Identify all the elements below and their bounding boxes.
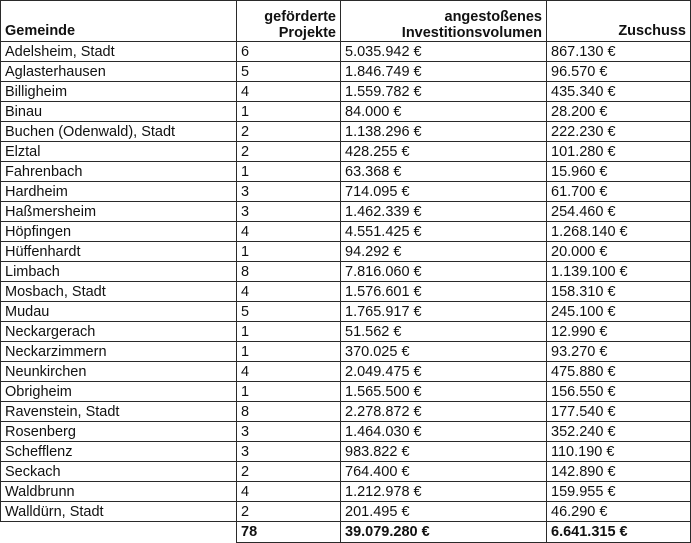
cell-zuschuss: 1.268.140 € — [547, 222, 691, 242]
table-row — [1, 42, 691, 62]
cell-gemeinde: Neckargerach — [1, 322, 237, 342]
cell-zuschuss: 110.190 € — [547, 442, 691, 462]
cell-gemeinde: Fahrenbach — [1, 162, 237, 182]
total-invest: 39.079.280 € — [341, 522, 547, 543]
cell-gemeinde: Hardheim — [1, 182, 237, 202]
cell-zuschuss: 254.460 € — [547, 202, 691, 222]
table-row — [1, 102, 691, 122]
cell-invest: 1.559.782 € — [341, 82, 547, 102]
cell-gemeinde: Elztal — [1, 142, 237, 162]
table-row — [1, 502, 691, 522]
cell-gemeinde: Neunkirchen — [1, 362, 237, 382]
cell-invest: 63.368 € — [341, 162, 547, 182]
cell-projekte: 1 — [237, 322, 341, 342]
cell-zuschuss: 177.540 € — [547, 402, 691, 422]
totals-row — [1, 522, 691, 543]
cell-gemeinde: Hüffenhardt — [1, 242, 237, 262]
cell-projekte: 3 — [237, 202, 341, 222]
cell-zuschuss: 1.139.100 € — [547, 262, 691, 282]
cell-zuschuss: 12.990 € — [547, 322, 691, 342]
table-row — [1, 182, 691, 202]
cell-gemeinde: Mosbach, Stadt — [1, 282, 237, 302]
cell-gemeinde: Walldürn, Stadt — [1, 502, 237, 522]
totals-label-cell — [1, 522, 237, 543]
cell-invest: 1.576.601 € — [341, 282, 547, 302]
header-projekte — [237, 1, 341, 42]
table-row — [1, 62, 691, 82]
cell-gemeinde: Limbach — [1, 262, 237, 282]
cell-projekte: 4 — [237, 282, 341, 302]
cell-invest: 2.278.872 € — [341, 402, 547, 422]
table-row — [1, 442, 691, 462]
cell-invest: 1.765.917 € — [341, 302, 547, 322]
cell-zuschuss: 435.340 € — [547, 82, 691, 102]
cell-zuschuss: 245.100 € — [547, 302, 691, 322]
cell-zuschuss: 15.960 € — [547, 162, 691, 182]
cell-projekte: 4 — [237, 222, 341, 242]
cell-projekte: 1 — [237, 162, 341, 182]
table-row — [1, 282, 691, 302]
cell-gemeinde: Binau — [1, 102, 237, 122]
table-row — [1, 402, 691, 422]
cell-zuschuss: 142.890 € — [547, 462, 691, 482]
header-projekte-line1: geförderte — [264, 9, 336, 25]
cell-projekte: 1 — [237, 382, 341, 402]
cell-zuschuss: 93.270 € — [547, 342, 691, 362]
cell-projekte: 2 — [237, 142, 341, 162]
table-row — [1, 382, 691, 402]
cell-invest: 1.462.339 € — [341, 202, 547, 222]
cell-invest: 2.049.475 € — [341, 362, 547, 382]
cell-projekte: 5 — [237, 302, 341, 322]
table-row — [1, 222, 691, 242]
table-row — [1, 462, 691, 482]
cell-gemeinde: Höpfingen — [1, 222, 237, 242]
cell-gemeinde: Waldbrunn — [1, 482, 237, 502]
table-row — [1, 362, 691, 382]
header-zuschuss: Zuschuss — [547, 1, 691, 42]
table-row — [1, 202, 691, 222]
cell-projekte: 2 — [237, 502, 341, 522]
table-row — [1, 302, 691, 322]
cell-gemeinde: Aglasterhausen — [1, 62, 237, 82]
cell-zuschuss: 101.280 € — [547, 142, 691, 162]
cell-projekte: 6 — [237, 42, 341, 62]
cell-zuschuss: 20.000 € — [547, 242, 691, 262]
cell-projekte: 8 — [237, 402, 341, 422]
table-row — [1, 82, 691, 102]
cell-gemeinde: Neckarzimmern — [1, 342, 237, 362]
cell-invest: 370.025 € — [341, 342, 547, 362]
cell-zuschuss: 352.240 € — [547, 422, 691, 442]
cell-projekte: 5 — [237, 62, 341, 82]
cell-invest: 1.846.749 € — [341, 62, 547, 82]
cell-invest: 94.292 € — [341, 242, 547, 262]
cell-gemeinde: Obrigheim — [1, 382, 237, 402]
cell-zuschuss: 28.200 € — [547, 102, 691, 122]
header-invest-line2: Investitionsvolumen — [401, 25, 542, 41]
cell-zuschuss: 158.310 € — [547, 282, 691, 302]
cell-projekte: 1 — [237, 342, 341, 362]
cell-invest: 428.255 € — [341, 142, 547, 162]
header-invest-line1: angestoßenes — [444, 9, 542, 25]
cell-projekte: 2 — [237, 462, 341, 482]
cell-projekte: 3 — [237, 422, 341, 442]
cell-invest: 7.816.060 € — [341, 262, 547, 282]
table-row — [1, 482, 691, 502]
cell-invest: 201.495 € — [341, 502, 547, 522]
cell-gemeinde: Rosenberg — [1, 422, 237, 442]
cell-invest: 84.000 € — [341, 102, 547, 122]
cell-invest: 983.822 € — [341, 442, 547, 462]
table-row — [1, 122, 691, 142]
table-row — [1, 262, 691, 282]
cell-projekte: 1 — [237, 242, 341, 262]
cell-zuschuss: 867.130 € — [547, 42, 691, 62]
header-gemeinde: Gemeinde — [1, 1, 237, 42]
cell-zuschuss: 222.230 € — [547, 122, 691, 142]
cell-gemeinde: Seckach — [1, 462, 237, 482]
total-zuschuss: 6.641.315 € — [547, 522, 691, 543]
cell-projekte: 3 — [237, 182, 341, 202]
cell-gemeinde: Buchen (Odenwald), Stadt — [1, 122, 237, 142]
cell-gemeinde: Ravenstein, Stadt — [1, 402, 237, 422]
cell-invest: 1.212.978 € — [341, 482, 547, 502]
cell-gemeinde: Schefflenz — [1, 442, 237, 462]
cell-projekte: 2 — [237, 122, 341, 142]
cell-zuschuss: 156.550 € — [547, 382, 691, 402]
cell-projekte: 4 — [237, 362, 341, 382]
cell-projekte: 3 — [237, 442, 341, 462]
cell-invest: 51.562 € — [341, 322, 547, 342]
cell-zuschuss: 159.955 € — [547, 482, 691, 502]
table-header-row — [1, 1, 691, 42]
cell-projekte: 4 — [237, 482, 341, 502]
cell-gemeinde: Mudau — [1, 302, 237, 322]
cell-invest: 1.138.296 € — [341, 122, 547, 142]
table-row — [1, 142, 691, 162]
table-body — [1, 42, 691, 522]
cell-invest: 714.095 € — [341, 182, 547, 202]
cell-projekte: 4 — [237, 82, 341, 102]
cell-invest: 4.551.425 € — [341, 222, 547, 242]
cell-invest: 5.035.942 € — [341, 42, 547, 62]
cell-zuschuss: 61.700 € — [547, 182, 691, 202]
cell-zuschuss: 96.570 € — [547, 62, 691, 82]
header-invest — [341, 1, 547, 42]
header-projekte-line2: Projekte — [278, 25, 336, 41]
cell-invest: 1.565.500 € — [341, 382, 547, 402]
table-row — [1, 322, 691, 342]
table-row — [1, 242, 691, 262]
total-projekte: 78 — [237, 522, 341, 543]
cell-projekte: 8 — [237, 262, 341, 282]
cell-gemeinde: Haßmersheim — [1, 202, 237, 222]
cell-projekte: 1 — [237, 102, 341, 122]
cell-zuschuss: 475.880 € — [547, 362, 691, 382]
cell-gemeinde: Adelsheim, Stadt — [1, 42, 237, 62]
cell-invest: 1.464.030 € — [341, 422, 547, 442]
cell-zuschuss: 46.290 € — [547, 502, 691, 522]
cell-invest: 764.400 € — [341, 462, 547, 482]
table-row — [1, 422, 691, 442]
cell-gemeinde: Billigheim — [1, 82, 237, 102]
table-row — [1, 162, 691, 182]
table-row — [1, 342, 691, 362]
